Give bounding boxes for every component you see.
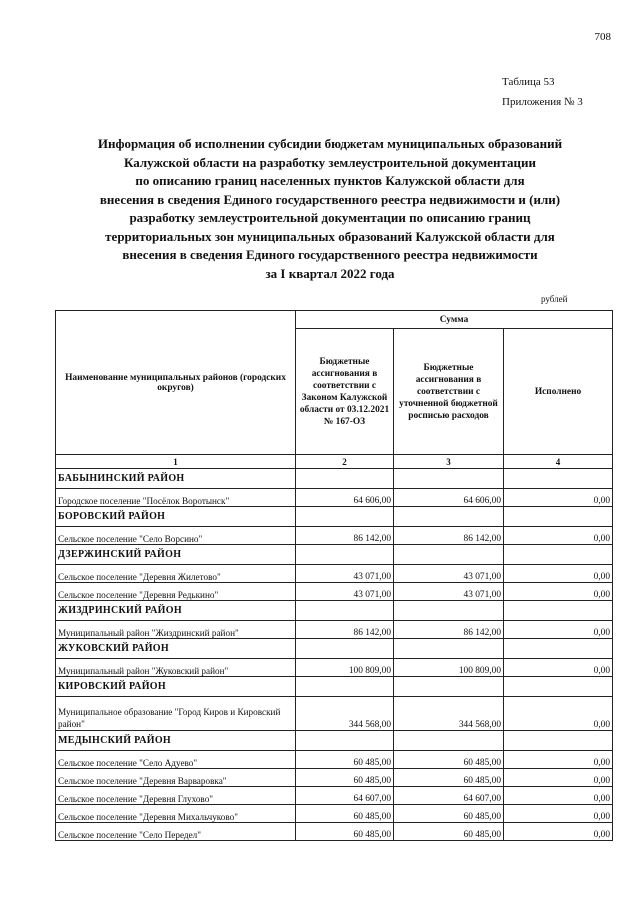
refined-allocation-value: 64 607,00 bbox=[394, 787, 504, 805]
executed-value: 0,00 bbox=[504, 489, 613, 507]
executed-value: 0,00 bbox=[504, 697, 613, 731]
column-number: 4 bbox=[504, 455, 613, 469]
law-allocation-value: 344 568,00 bbox=[296, 697, 394, 731]
refined-allocation-value: 60 485,00 bbox=[394, 805, 504, 823]
column-number: 3 bbox=[394, 455, 504, 469]
table-row bbox=[56, 805, 613, 823]
executed-value: 0,00 bbox=[504, 583, 613, 601]
district-row bbox=[56, 731, 613, 751]
units-label: рублей bbox=[541, 294, 568, 304]
refined-allocation-value: 344 568,00 bbox=[394, 697, 504, 731]
law-allocation-value: 86 142,00 bbox=[296, 527, 394, 545]
executed-value: 0,00 bbox=[504, 751, 613, 769]
title-line: территориальных зон муниципальных образований Калужской области для bbox=[105, 228, 555, 244]
table-row bbox=[56, 489, 613, 507]
table-row bbox=[56, 565, 613, 583]
table-row bbox=[56, 527, 613, 545]
district-name: КИРОВСКИЙ РАЙОН bbox=[56, 677, 296, 697]
executed-value: 0,00 bbox=[504, 621, 613, 639]
refined-allocation-value: 64 606,00 bbox=[394, 489, 504, 507]
table-row bbox=[56, 697, 613, 731]
executed-value: 0,00 bbox=[504, 823, 613, 841]
header-name-column: Наименование муниципальных районов (городских округов) bbox=[56, 311, 296, 455]
law-allocation-value: 60 485,00 bbox=[296, 823, 394, 841]
table-row bbox=[56, 769, 613, 787]
refined-allocation-value: 86 142,00 bbox=[394, 527, 504, 545]
district-name: МЕДЫНСКИЙ РАЙОН bbox=[56, 731, 296, 751]
law-allocation-value: 60 485,00 bbox=[296, 751, 394, 769]
law-allocation-value: 60 485,00 bbox=[296, 769, 394, 787]
municipality-name: Сельское поселение "Деревня Варваровка" bbox=[56, 769, 296, 787]
municipality-name: Городское поселение "Посёлок Воротынск" bbox=[56, 489, 296, 507]
district-row bbox=[56, 507, 613, 527]
table-row bbox=[56, 751, 613, 769]
municipality-name: Муниципальный район "Жиздринский район" bbox=[56, 621, 296, 639]
municipality-name: Сельское поселение "Село Ворсино" bbox=[56, 527, 296, 545]
refined-allocation-value: 60 485,00 bbox=[394, 751, 504, 769]
executed-value: 0,00 bbox=[504, 659, 613, 677]
municipality-name: Муниципальный район "Жуковский район" bbox=[56, 659, 296, 677]
refined-allocation-value: 43 071,00 bbox=[394, 565, 504, 583]
table-row bbox=[56, 659, 613, 677]
subsidy-table bbox=[55, 310, 613, 841]
column-number: 2 bbox=[296, 455, 394, 469]
appendix-reference: Приложения № 3 bbox=[502, 96, 583, 108]
law-allocation-value: 60 485,00 bbox=[296, 805, 394, 823]
law-allocation-value: 64 607,00 bbox=[296, 787, 394, 805]
law-allocation-value: 100 809,00 bbox=[296, 659, 394, 677]
table-row bbox=[56, 787, 613, 805]
municipality-name: Сельское поселение "Деревня Редькино" bbox=[56, 583, 296, 601]
title-line: Калужской области на разработку землеустроительной документации bbox=[123, 154, 537, 170]
executed-value: 0,00 bbox=[504, 787, 613, 805]
law-allocation-value: 43 071,00 bbox=[296, 583, 394, 601]
refined-allocation-value: 60 485,00 bbox=[394, 769, 504, 787]
law-allocation-value: 43 071,00 bbox=[296, 565, 394, 583]
page-number: 708 bbox=[594, 31, 611, 43]
district-name: БОРОВСКИЙ РАЙОН bbox=[56, 507, 296, 527]
refined-allocation-value: 86 142,00 bbox=[394, 621, 504, 639]
district-name: ЖИЗДРИНСКИЙ РАЙОН bbox=[56, 601, 296, 621]
title-line: внесения в сведения Единого государственного реестра недвижимости bbox=[122, 247, 538, 262]
refined-allocation-value: 100 809,00 bbox=[394, 659, 504, 677]
header-sum: Сумма bbox=[296, 311, 613, 329]
header-executed: Исполнено bbox=[504, 329, 613, 455]
municipality-name: Муниципальное образование "Город Киров и Кировский район" bbox=[56, 697, 296, 731]
municipality-name: Сельское поселение "Деревня Жилетово" bbox=[56, 565, 296, 583]
municipality-name: Сельское поселение "Деревня Глухово" bbox=[56, 787, 296, 805]
title-line: разработку землеустроительной документации по описанию границ bbox=[129, 210, 531, 225]
table-row bbox=[56, 583, 613, 601]
title-line: за I квартал 2022 года bbox=[265, 265, 395, 281]
municipality-name: Сельское поселение "Деревня Михальчуково" bbox=[56, 805, 296, 823]
district-name: ДЗЕРЖИНСКИЙ РАЙОН bbox=[56, 545, 296, 565]
district-row bbox=[56, 639, 613, 659]
district-row bbox=[56, 469, 613, 489]
executed-value: 0,00 bbox=[504, 527, 613, 545]
title-line: по описанию границ населенных пунктов Калужской области для bbox=[135, 173, 525, 188]
table-row bbox=[56, 823, 613, 841]
table-row bbox=[56, 621, 613, 639]
document-title bbox=[40, 135, 620, 283]
refined-allocation-value: 60 485,00 bbox=[394, 823, 504, 841]
law-allocation-value: 64 606,00 bbox=[296, 489, 394, 507]
table-reference: Таблица 53 bbox=[502, 76, 555, 88]
district-row bbox=[56, 545, 613, 565]
header-law-allocation: Бюджетные ассигнования в соответствии с Законом Калужской области от 03.12.2021 № 167-ОЗ bbox=[296, 329, 394, 455]
title-line: внесения в сведения Единого государственного реестра недвижимости и (или) bbox=[99, 191, 561, 207]
district-name: БАБЫНИНСКИЙ РАЙОН bbox=[56, 469, 296, 489]
refined-allocation-value: 43 071,00 bbox=[394, 583, 504, 601]
municipality-name: Сельское поселение "Село Адуево" bbox=[56, 751, 296, 769]
executed-value: 0,00 bbox=[504, 565, 613, 583]
title-line: Информация об исполнении субсидии бюджетам муниципальных образований bbox=[97, 136, 563, 151]
district-row bbox=[56, 601, 613, 621]
district-row bbox=[56, 677, 613, 697]
header-refined-allocation: Бюджетные ассигнования в соответствии с уточненной бюджетной росписью расходов bbox=[394, 329, 504, 455]
law-allocation-value: 86 142,00 bbox=[296, 621, 394, 639]
municipality-name: Сельское поселение "Село Передел" bbox=[56, 823, 296, 841]
column-number: 1 bbox=[56, 455, 296, 469]
district-name: ЖУКОВСКИЙ РАЙОН bbox=[56, 639, 296, 659]
executed-value: 0,00 bbox=[504, 805, 613, 823]
executed-value: 0,00 bbox=[504, 769, 613, 787]
